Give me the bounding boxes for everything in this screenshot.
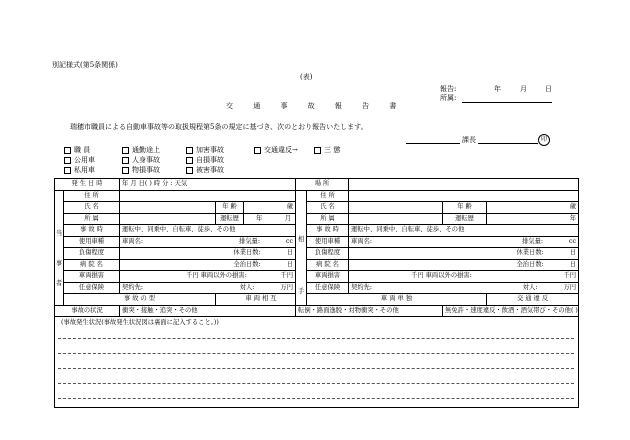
left-insurance-label: 任意保険	[64, 282, 120, 294]
left-vehicle-damage-value[interactable]	[120, 271, 296, 283]
contract-label: 契約先:	[122, 283, 144, 291]
left-side-char: 当	[55, 229, 63, 237]
right-affiliation-value[interactable]	[349, 213, 443, 225]
accident-type-label: 事 故 の 型	[64, 294, 216, 306]
checkbox-box[interactable]	[122, 167, 129, 174]
right-age-value[interactable]: 歳	[487, 202, 579, 214]
checkbox-label: 通勤途上	[132, 146, 160, 154]
left-name-value[interactable]	[120, 202, 216, 214]
right-address-label: 住 所	[307, 190, 349, 202]
left-hospital-value[interactable]	[120, 259, 296, 271]
day-unit: 日	[569, 260, 577, 268]
left-vehicle-value[interactable]	[120, 236, 296, 248]
row-accident-time	[55, 225, 579, 237]
displacement-label: 排気量:	[238, 237, 260, 245]
report-year: 年	[494, 85, 501, 93]
narrative-line	[58, 353, 574, 354]
right-vehicle-damage-value[interactable]	[349, 271, 579, 283]
narrative-line	[58, 368, 574, 369]
accident-type-violation[interactable]: 交 通 違 反	[487, 294, 579, 306]
left-affiliation-label: 所 属	[64, 213, 120, 225]
page-title: 交 通 事 故 報 告 書	[226, 102, 399, 110]
left-injury-value[interactable]	[120, 248, 296, 260]
row-vehicle-damage	[55, 271, 579, 283]
right-driving-exp-value[interactable]: 年	[487, 213, 579, 225]
checkbox-label: 職 員	[74, 146, 91, 154]
narrative-label: (事故発生状況(事故発生状況図は裏面に記入すること。))	[61, 319, 219, 326]
checkbox-punish[interactable]	[314, 145, 340, 155]
checkbox-property[interactable]	[122, 165, 160, 175]
situation-mutual[interactable]: 衝突・接触・追突・その他	[120, 305, 296, 317]
left-age-label: 年 齢	[216, 202, 244, 214]
narrative-area[interactable]	[55, 317, 579, 408]
narrative-line	[58, 338, 574, 339]
chief-underline-left	[406, 143, 460, 144]
right-vehicle-label: 使用車種	[307, 236, 349, 248]
form-label: 別記様式(第5条関係)	[52, 61, 118, 69]
checkbox-private[interactable]	[64, 165, 95, 175]
report-day: 日	[545, 85, 552, 93]
situation-single[interactable]: 転倒・路面逸脱・対物衝突・その他	[296, 305, 443, 317]
ten-thousand-yen-unit: 万円	[563, 283, 577, 291]
thousand-yen-unit: 千円	[280, 272, 294, 280]
chief-underline-right	[478, 143, 538, 144]
right-injury-value[interactable]	[349, 248, 579, 260]
right-insurance-label: 任意保険	[307, 282, 349, 294]
checkbox-box[interactable]	[314, 147, 321, 154]
row-situation	[55, 305, 579, 317]
left-accident-time-label: 事 故 時	[64, 225, 120, 237]
contract-label: 契約先:	[351, 283, 373, 291]
datetime-label: 発 生 日 時	[55, 179, 120, 191]
row-narrative	[55, 317, 579, 408]
checkbox-box[interactable]	[122, 157, 129, 164]
left-insurance-value[interactable]	[120, 282, 296, 294]
checkbox-box[interactable]	[254, 147, 261, 154]
day-unit: 日	[569, 249, 577, 257]
month-unit: 月	[284, 214, 292, 222]
right-address-value[interactable]	[349, 190, 579, 202]
row-datetime	[55, 179, 579, 191]
row-insurance	[55, 282, 579, 294]
left-side-char: 事	[55, 259, 63, 267]
right-name-label: 氏 名	[307, 202, 349, 214]
left-address-label: 住 所	[64, 190, 120, 202]
right-vehicle-value[interactable]	[349, 236, 579, 248]
accident-report-table	[54, 178, 579, 408]
checkbox-box[interactable]	[186, 167, 193, 174]
right-hospital-value[interactable]	[349, 259, 579, 271]
row-accident-type	[55, 294, 579, 306]
checkbox-victim[interactable]	[186, 165, 224, 175]
row-hospital	[55, 259, 579, 271]
thousand-yen-text: 千円 車両以外の損害:	[411, 272, 472, 280]
report-month: 月	[520, 85, 527, 93]
place-value[interactable]	[349, 179, 579, 191]
accident-type-mutual[interactable]: 車 両 相 互	[216, 294, 307, 306]
left-driving-exp-label: 運転歴	[216, 213, 244, 225]
affiliation-label: 所属:	[440, 94, 457, 102]
cc-unit: cc	[285, 237, 294, 245]
left-vehicle-label: 使用車種	[64, 236, 120, 248]
accident-type-single[interactable]: 車 両 単 独	[307, 294, 487, 306]
displacement-label: 排気量:	[521, 237, 543, 245]
day-unit: 日	[286, 249, 294, 257]
checkbox-box[interactable]	[186, 157, 193, 164]
chief-label: 課長	[462, 136, 476, 144]
row-name	[55, 202, 579, 214]
checkbox-personal[interactable]	[122, 155, 160, 165]
leave-days-label: 休業日数:	[516, 249, 544, 257]
vehicle-name-label: 車両名:	[351, 237, 373, 245]
right-accident-time-label: 事 故 時	[307, 225, 349, 237]
body-text: 瑞穂市職員による自動車事故等の取扱規程第5条の規定に基づき、次のとおり報告いたします。	[70, 123, 368, 131]
checkbox-label: 被害事故	[196, 166, 224, 174]
target-label: 対人:	[239, 283, 255, 291]
checkbox-violation[interactable]	[254, 145, 298, 155]
right-side-char: 相	[297, 235, 305, 243]
checkbox-official[interactable]	[64, 155, 95, 165]
left-name-label: 氏 名	[64, 202, 120, 214]
checkbox-label: 人身事故	[132, 156, 160, 164]
row-injury	[55, 248, 579, 260]
left-address-value[interactable]	[120, 190, 296, 202]
checkbox-label: 物損事故	[132, 166, 160, 174]
target-label: 対人:	[522, 283, 538, 291]
checkbox-self[interactable]	[186, 155, 224, 165]
checkbox-box[interactable]	[64, 167, 71, 174]
checkbox-box[interactable]	[186, 147, 193, 154]
front-label: (表)	[300, 73, 313, 81]
right-name-value[interactable]	[349, 202, 443, 214]
checkbox-label: 私用車	[74, 166, 95, 174]
right-vehicle-damage-label: 車両損害	[307, 271, 349, 283]
checkbox-box[interactable]	[64, 147, 71, 154]
right-party-side-label	[296, 190, 307, 305]
checkbox-label: 交通違反→	[264, 146, 298, 154]
checkbox-box[interactable]	[64, 157, 71, 164]
checkbox-damage[interactable]	[186, 145, 224, 155]
right-side-char: 手	[297, 287, 305, 295]
leave-days-label: 休業日数:	[233, 249, 261, 257]
narrative-line	[58, 383, 574, 384]
row-vehicle	[55, 236, 579, 248]
left-party-side-label	[55, 190, 64, 305]
years-unit: 年	[256, 214, 263, 222]
row-affiliation	[55, 213, 579, 225]
ten-thousand-yen-unit: 万円	[280, 283, 294, 291]
checkbox-label: 公用車	[74, 156, 95, 164]
thousand-yen-text: 千円 車両以外の損害:	[186, 272, 247, 280]
right-affiliation-label: 所 属	[307, 213, 349, 225]
left-affiliation-value[interactable]	[120, 213, 216, 225]
left-injury-label: 負傷程度	[64, 248, 120, 260]
vehicle-name-label: 車両名:	[122, 237, 144, 245]
seal-stamp: 印	[538, 134, 550, 146]
checkbox-label: 自損事故	[196, 156, 224, 164]
left-age-value[interactable]: 歳	[244, 202, 296, 214]
left-driving-exp-value[interactable]	[244, 213, 296, 225]
checkbox-label: 三 懲	[324, 146, 341, 154]
right-insurance-value[interactable]	[349, 282, 579, 294]
recovery-days-label: 全治日数:	[516, 260, 544, 268]
thousand-yen-unit: 千円	[563, 272, 577, 280]
cc-unit: cc	[569, 237, 577, 245]
left-accident-time-options[interactable]: 運転中、同乗中、自転車、徒歩、その他	[120, 225, 296, 237]
narrative-line	[58, 398, 574, 399]
left-vehicle-damage-label: 車両損害	[64, 271, 120, 283]
checkbox-box[interactable]	[122, 147, 129, 154]
report-date-label: 報告:	[440, 85, 457, 93]
right-injury-label: 負傷程度	[307, 248, 349, 260]
day-unit: 日	[286, 260, 294, 268]
situation-violation[interactable]: 無免許・速度違反・飲酒・酒気帯び・その他( )	[443, 305, 579, 317]
place-label: 場 所	[296, 179, 349, 191]
recovery-days-label: 全治日数:	[233, 260, 261, 268]
left-side-char: 者	[55, 279, 63, 287]
right-age-label: 年 齢	[443, 202, 487, 214]
checkbox-commute[interactable]	[122, 145, 160, 155]
right-driving-exp-label: 運転歴	[443, 213, 487, 225]
checkbox-staff[interactable]	[64, 145, 90, 155]
right-hospital-label: 病 院 名	[307, 259, 349, 271]
affiliation-underline	[462, 102, 552, 103]
left-hospital-label: 病 院 名	[64, 259, 120, 271]
situation-label: 事故の状況	[55, 305, 120, 317]
checkbox-label: 加害事故	[196, 146, 224, 154]
row-address	[55, 190, 579, 202]
datetime-value[interactable]: 年 月 日( ) 時 分 : 天気	[120, 179, 296, 191]
right-accident-time-options[interactable]: 運転中、同乗中、自転車、徒歩、その他	[349, 225, 579, 237]
